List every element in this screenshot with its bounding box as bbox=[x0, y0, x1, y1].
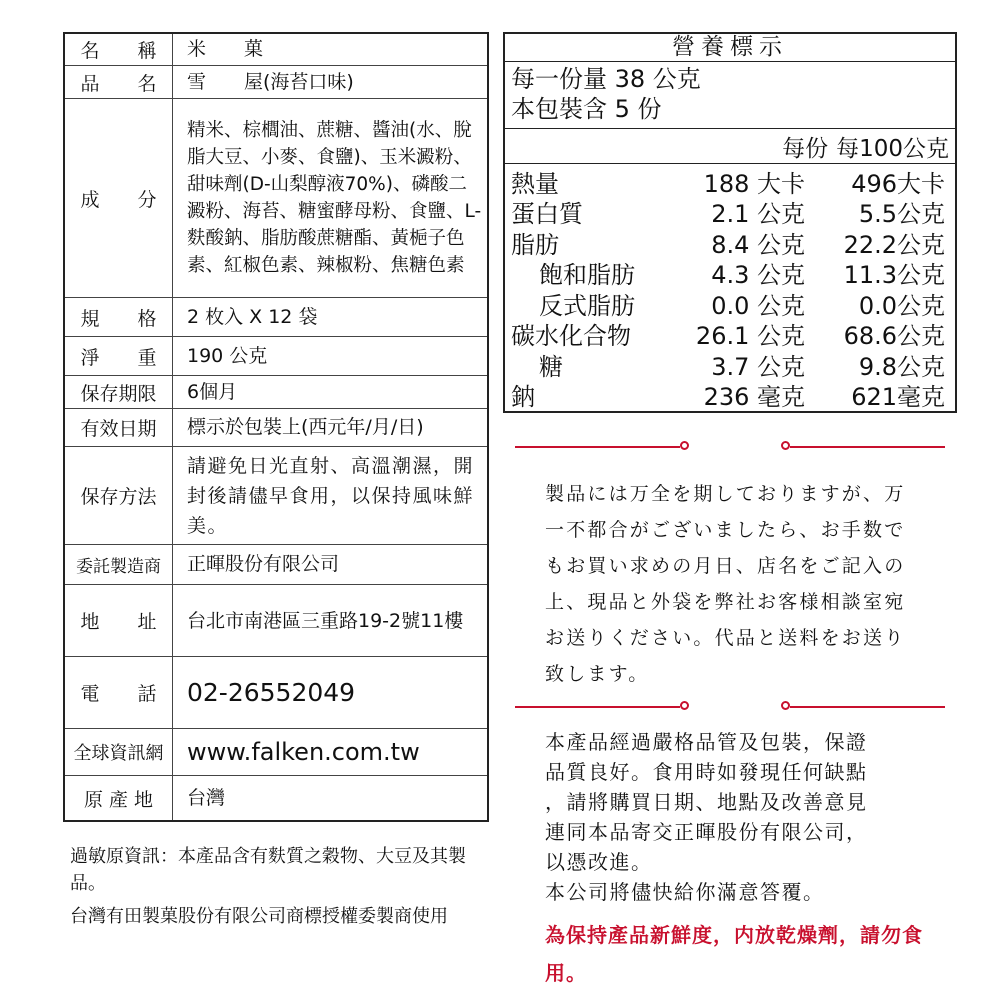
nutrient-name: 熱量 bbox=[511, 169, 559, 198]
value-maker: 正暉股份有限公司 bbox=[187, 553, 340, 575]
value-storage: 請避免日光直射、高溫潮濕，開封後請儘早食用，以保持風味鮮美。 bbox=[187, 454, 475, 537]
value-phone: 02-26552049 bbox=[187, 678, 356, 707]
nutrient-name: 鈉 bbox=[511, 383, 535, 412]
col-per-serving: 每份 bbox=[782, 135, 829, 162]
japanese-notice: 製品には万全を期しておりますが、万一不都合がございましたら、お手数でもお買い求めの月日、店名をご記入の上、現品と外袋を弊社お客様相談室宛お送りください。代品と送料をお送り致します。 bbox=[545, 483, 906, 685]
nutrient-per-100g: 0.0公克 bbox=[858, 291, 945, 320]
label-storage: 保存方法 bbox=[65, 447, 173, 544]
row-name bbox=[65, 34, 487, 65]
notice-line: 本產品經過嚴格品管及包裝，保證 bbox=[545, 730, 868, 754]
desiccant-warning: 為保持產品新鮮度，内放乾燥劑，請勿食用。 bbox=[545, 923, 923, 985]
row-shelf-life bbox=[65, 375, 487, 408]
label-phone: 電 話 bbox=[65, 657, 173, 728]
divider-line bbox=[790, 706, 945, 708]
nutrition-rows bbox=[505, 164, 955, 410]
value-origin: 台灣 bbox=[187, 786, 226, 809]
row-origin bbox=[65, 775, 487, 820]
notice-line: ，請將購買日期、地點及改善意見 bbox=[545, 790, 868, 814]
divider-dot bbox=[680, 441, 689, 450]
nutrient-per-100g: 11.3公克 bbox=[843, 261, 945, 290]
divider-line bbox=[790, 446, 945, 448]
nutrient-name: 蛋白質 bbox=[511, 200, 583, 229]
row-net bbox=[65, 336, 487, 375]
divider-line bbox=[515, 706, 680, 708]
divider-dot bbox=[680, 701, 689, 710]
nutrient-per-100g: 9.8公克 bbox=[858, 352, 945, 381]
nutrition-row bbox=[505, 380, 955, 411]
label-maker: 委託製造商 bbox=[65, 545, 173, 584]
divider-dot bbox=[781, 441, 790, 450]
notice-line: 本公司將儘快給你滿意答覆。 bbox=[545, 880, 825, 904]
row-ingredients bbox=[65, 98, 487, 297]
nutrition-row bbox=[505, 258, 955, 289]
nutrient-per-serving: 236 毫克 bbox=[703, 383, 805, 412]
row-address bbox=[65, 584, 487, 656]
label-spec: 規 格 bbox=[65, 298, 173, 336]
nutrient-per-serving: 2.1 公克 bbox=[711, 200, 805, 229]
divider-bottom bbox=[515, 701, 945, 713]
nutrient-name: 反式脂肪 bbox=[539, 291, 635, 320]
nutrition-row bbox=[505, 319, 955, 350]
nutrient-name: 飽和脂肪 bbox=[539, 261, 635, 290]
col-per-100g: 每100公克 bbox=[836, 135, 949, 162]
allergy-info: 過敏原資訊：本產品含有麩質之穀物、大豆及其製品。 bbox=[70, 846, 466, 894]
notice-line: 連同本品寄交正暉股份有限公司， bbox=[545, 820, 868, 844]
servings-per-pack: 本包裝含 5 份 bbox=[511, 95, 662, 123]
label-website: 全球資訊網 bbox=[65, 729, 173, 775]
row-phone bbox=[65, 656, 487, 728]
notice-line: 以憑改進。 bbox=[545, 850, 653, 874]
label-ingredients: 成 分 bbox=[65, 99, 173, 297]
nutrient-per-100g: 68.6公克 bbox=[843, 322, 945, 351]
nutrition-row bbox=[505, 288, 955, 319]
nutrition-table bbox=[503, 32, 957, 413]
label-origin: 原 產 地 bbox=[65, 776, 173, 820]
value-shelf-life: 6個月 bbox=[187, 380, 238, 403]
label-expiry: 有效日期 bbox=[65, 409, 173, 446]
label-product: 品 名 bbox=[65, 66, 173, 98]
divider-dot bbox=[781, 701, 790, 710]
value-expiry: 標示於包裝上(西元年/月/日) bbox=[187, 416, 424, 438]
value-name: 米 菓 bbox=[187, 38, 264, 60]
nutrition-row bbox=[505, 166, 955, 197]
row-storage bbox=[65, 446, 487, 544]
product-info-table bbox=[63, 32, 489, 822]
nutrient-name: 糖 bbox=[539, 352, 563, 381]
nutrient-name: 脂肪 bbox=[511, 230, 559, 259]
value-address: 台北市南港區三重路19-2號11樓 bbox=[187, 609, 464, 632]
notice-line: 品質良好。食用時如發現任何缺點 bbox=[545, 760, 868, 784]
nutrition-row bbox=[505, 227, 955, 258]
nutrient-per-serving: 188 大卡 bbox=[703, 169, 805, 198]
license-note: 台灣有田製菓股份有限公司商標授權委製商使用 bbox=[70, 906, 448, 927]
nutrition-header bbox=[505, 128, 955, 164]
nutrition-row bbox=[505, 197, 955, 228]
nutrition-row bbox=[505, 349, 955, 380]
divider-top bbox=[515, 441, 945, 453]
value-spec: 2 枚入 X 12 袋 bbox=[187, 305, 318, 328]
label-name: 名 稱 bbox=[65, 34, 173, 65]
nutrient-per-serving: 8.4 公克 bbox=[711, 230, 805, 259]
value-website: www.falken.com.tw bbox=[187, 737, 420, 766]
divider-line bbox=[515, 446, 680, 448]
serving-size: 每一份量 38 公克 bbox=[511, 65, 701, 93]
nutrient-per-serving: 3.7 公克 bbox=[711, 352, 805, 381]
row-spec bbox=[65, 297, 487, 336]
row-website bbox=[65, 728, 487, 775]
nutrition-title: 營養標示 bbox=[505, 34, 955, 62]
nutrient-per-serving: 26.1 公克 bbox=[695, 322, 805, 351]
row-expiry bbox=[65, 408, 487, 446]
nutrient-per-100g: 22.2公克 bbox=[843, 230, 945, 259]
value-ingredients: 精米、棕櫚油、蔗糖、醬油(水、脫脂大豆、小麥、食鹽)、玉米澱粉、甜味劑(D-山梨醇液70%)、磷酸二澱粉、海苔、糖蜜酵母粉、食鹽、L-麩酸鈉、脂肪酸蔗糖酯、黃梔子色素、紅椒色素、辣椒粉、焦糖色素 bbox=[187, 120, 482, 276]
nutrient-per-100g: 496大卡 bbox=[851, 169, 945, 198]
nutrient-per-100g: 621毫克 bbox=[851, 383, 945, 412]
value-product: 雪 屋(海苔口味) bbox=[187, 70, 354, 93]
label-net: 淨 重 bbox=[65, 337, 173, 375]
nutrient-per-serving: 4.3 公克 bbox=[711, 261, 805, 290]
row-maker bbox=[65, 544, 487, 584]
row-product bbox=[65, 65, 487, 98]
nutrient-per-100g: 5.5公克 bbox=[858, 200, 945, 229]
label-shelf-life: 保存期限 bbox=[65, 376, 173, 408]
label-address: 地 址 bbox=[65, 585, 173, 656]
nutrient-name: 碳水化合物 bbox=[511, 322, 631, 351]
chinese-notice bbox=[545, 727, 925, 907]
value-net: 190 公克 bbox=[187, 344, 268, 367]
nutrient-per-serving: 0.0 公克 bbox=[711, 291, 805, 320]
